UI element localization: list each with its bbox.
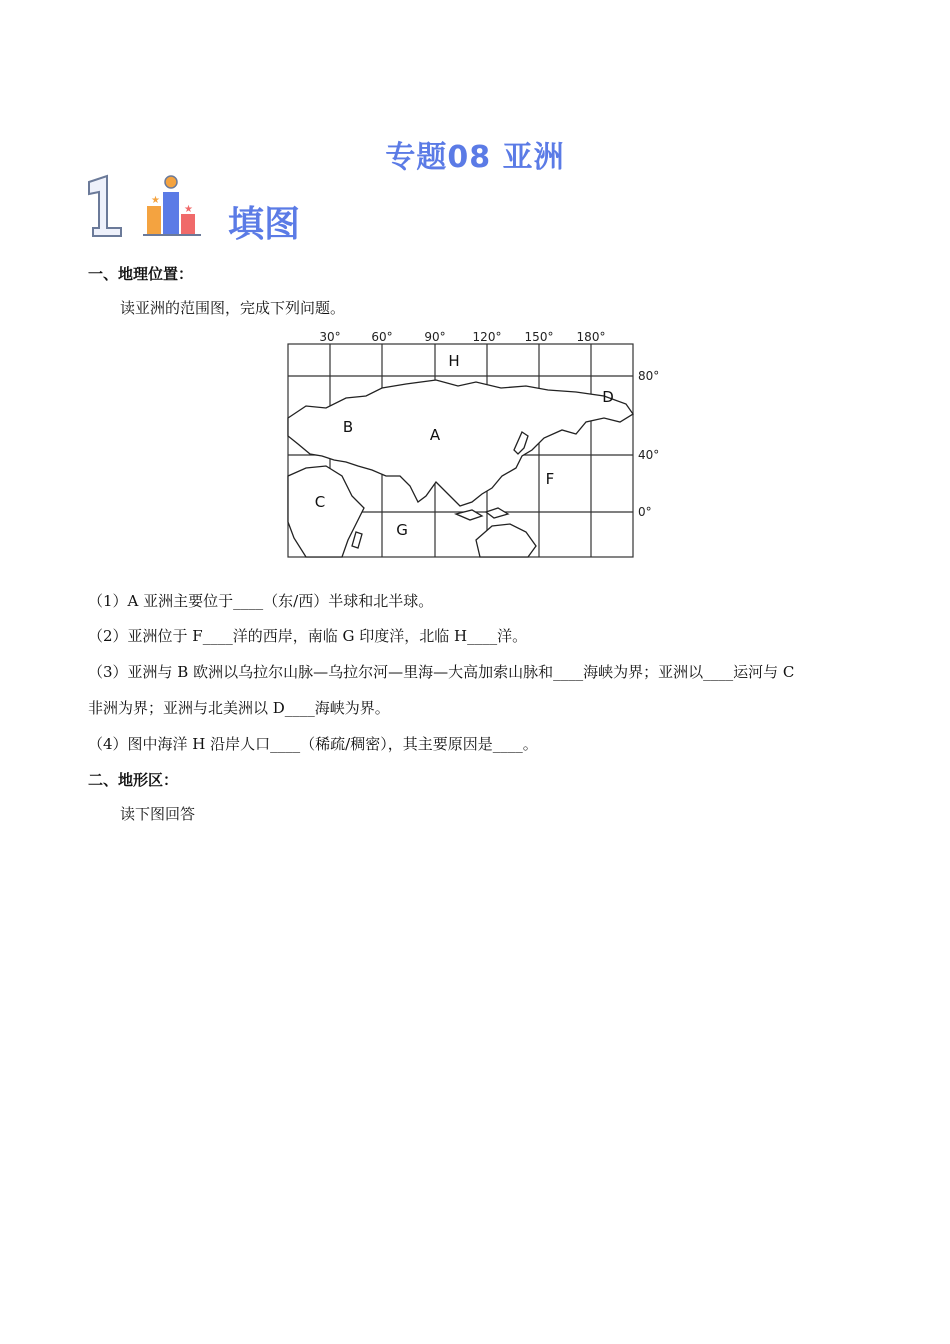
asia-range-map [286,326,666,564]
banner-label: 填图 [228,204,301,245]
question-3-line1: （3）亚洲与 B 欧洲以乌拉尔山脉—乌拉尔河—里海—大高加索山脉和____海峡为界；亚洲以____运河与 C [88,663,795,681]
podium-right-bar [181,214,195,234]
lon-label-180: 180° [576,330,606,344]
map-label-c: C [314,493,326,511]
svg-text:★: ★ [184,204,193,215]
lat-label-80: 80° [638,369,660,383]
map-label-g: G [396,521,408,539]
map-label-f: F [545,470,555,488]
map-label-d: D [602,388,614,406]
map-label-a: A [429,426,441,444]
podium-left-bar [147,206,161,234]
podium-center-bar [163,192,179,234]
lon-label-120: 120° [472,330,502,344]
lon-label-90: 90° [424,330,446,344]
lat-label-0: 0° [638,505,652,519]
trophy-icon [165,176,177,188]
section2-intro: 读下图回答 [120,805,196,823]
question-4: （4）图中海洋 H 沿岸人口____（稀疏/稠密），其主要原因是____。 [88,735,538,753]
madagascar-island [352,532,362,548]
lat-label-40: 40° [638,448,660,462]
question-3-line2: 非洲为界；亚洲与北美洲以 D____海峡为界。 [88,699,390,717]
map-label-h: H [448,352,460,370]
lon-label-60: 60° [371,330,393,344]
australia-landmass [476,524,536,557]
section-banner-graphic [85,170,345,240]
numeral-one-icon [89,176,121,236]
lon-label-150: 150° [524,330,554,344]
map-label-b: B [342,418,354,436]
section1-intro: 读亚洲的范围图，完成下列问题。 [120,299,346,317]
question-2: （2）亚洲位于 F____洋的西岸，南临 G 印度洋，北临 H____洋。 [88,627,528,645]
question-1: （1）A 亚洲主要位于____（东/西）半球和北半球。 [88,592,434,610]
svg-text:★: ★ [151,195,160,206]
section1-heading: 一、地理位置： [88,265,194,283]
section2-heading: 二、地形区： [88,771,179,789]
lon-label-30: 30° [319,330,341,344]
page-title: 专题08 亚洲 [385,140,565,175]
